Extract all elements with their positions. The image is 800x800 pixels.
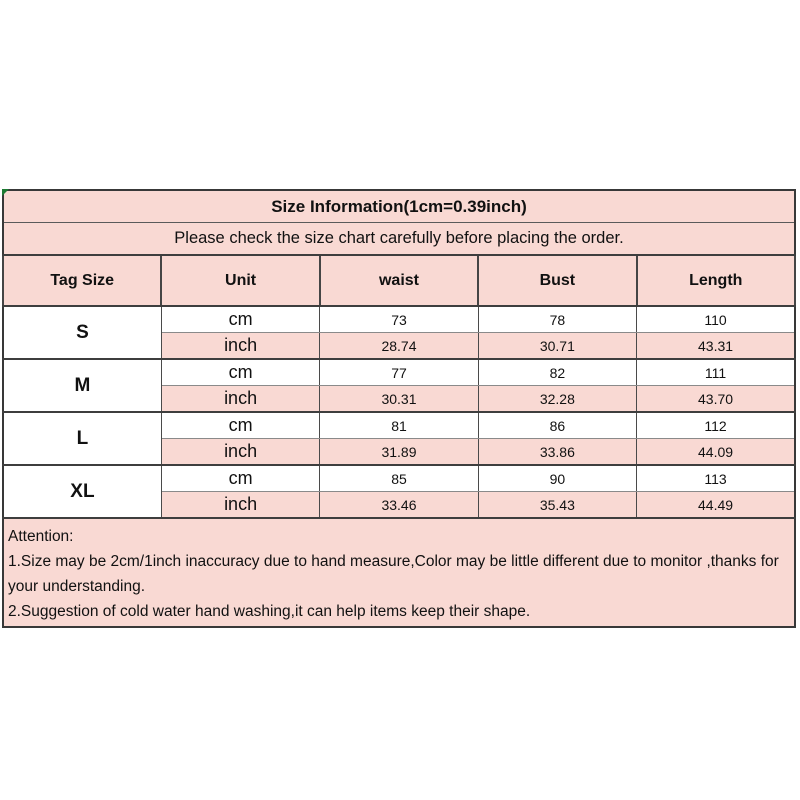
value-waist: 30.31 [320,386,478,413]
unit-label: cm [161,359,319,386]
col-header-unit: Unit [161,255,319,306]
value-length: 111 [637,359,795,386]
unit-label: inch [161,492,319,519]
size-tag-l: L [3,412,161,465]
value-waist: 77 [320,359,478,386]
value-length: 110 [637,306,795,333]
attention-section [3,518,795,627]
col-header-tag-size: Tag Size [3,255,161,306]
value-bust: 33.86 [478,439,636,466]
attention-note-1: 1.Size may be 2cm/1inch inaccuracy due to hand measure,Color may be little different due to monitor ,thanks for your understanding. [8,553,779,595]
size-tag-s: S [3,306,161,359]
table-row-xl-cm [3,465,795,492]
value-bust: 35.43 [478,492,636,519]
attention-heading: Attention: [8,528,74,545]
value-length: 43.31 [637,333,795,360]
excel-corner-marker-icon [2,189,9,196]
value-waist: 81 [320,412,478,439]
unit-label: cm [161,465,319,492]
value-bust: 32.28 [478,386,636,413]
value-bust: 86 [478,412,636,439]
col-header-length: Length [637,255,795,306]
value-bust: 30.71 [478,333,636,360]
size-tag-xl: XL [3,465,161,518]
unit-label: cm [161,306,319,333]
value-waist: 73 [320,306,478,333]
value-length: 112 [637,412,795,439]
value-bust: 90 [478,465,636,492]
column-header-row [3,255,795,306]
value-bust: 78 [478,306,636,333]
col-header-waist: waist [320,255,478,306]
subtitle-row [3,223,795,256]
value-waist: 33.46 [320,492,478,519]
table-row-m-cm [3,359,795,386]
unit-label: inch [161,439,319,466]
value-waist: 31.89 [320,439,478,466]
unit-label: cm [161,412,319,439]
size-chart-table [2,189,796,628]
value-length: 44.49 [637,492,795,519]
title-row [3,190,795,223]
unit-label: inch [161,333,319,360]
value-length: 113 [637,465,795,492]
size-tag-m: M [3,359,161,412]
table-row-l-cm [3,412,795,439]
unit-label: inch [161,386,319,413]
value-length: 43.70 [637,386,795,413]
col-header-bust: Bust [478,255,636,306]
chart-title: Size Information(1cm=0.39inch) [3,190,795,223]
value-waist: 28.74 [320,333,478,360]
chart-subtitle: Please check the size chart carefully before placing the order. [3,223,795,256]
attention-note-2: 2.Suggestion of cold water hand washing,it can help items keep their shape. [8,603,531,620]
value-bust: 82 [478,359,636,386]
value-waist: 85 [320,465,478,492]
table-row-s-cm [3,306,795,333]
value-length: 44.09 [637,439,795,466]
